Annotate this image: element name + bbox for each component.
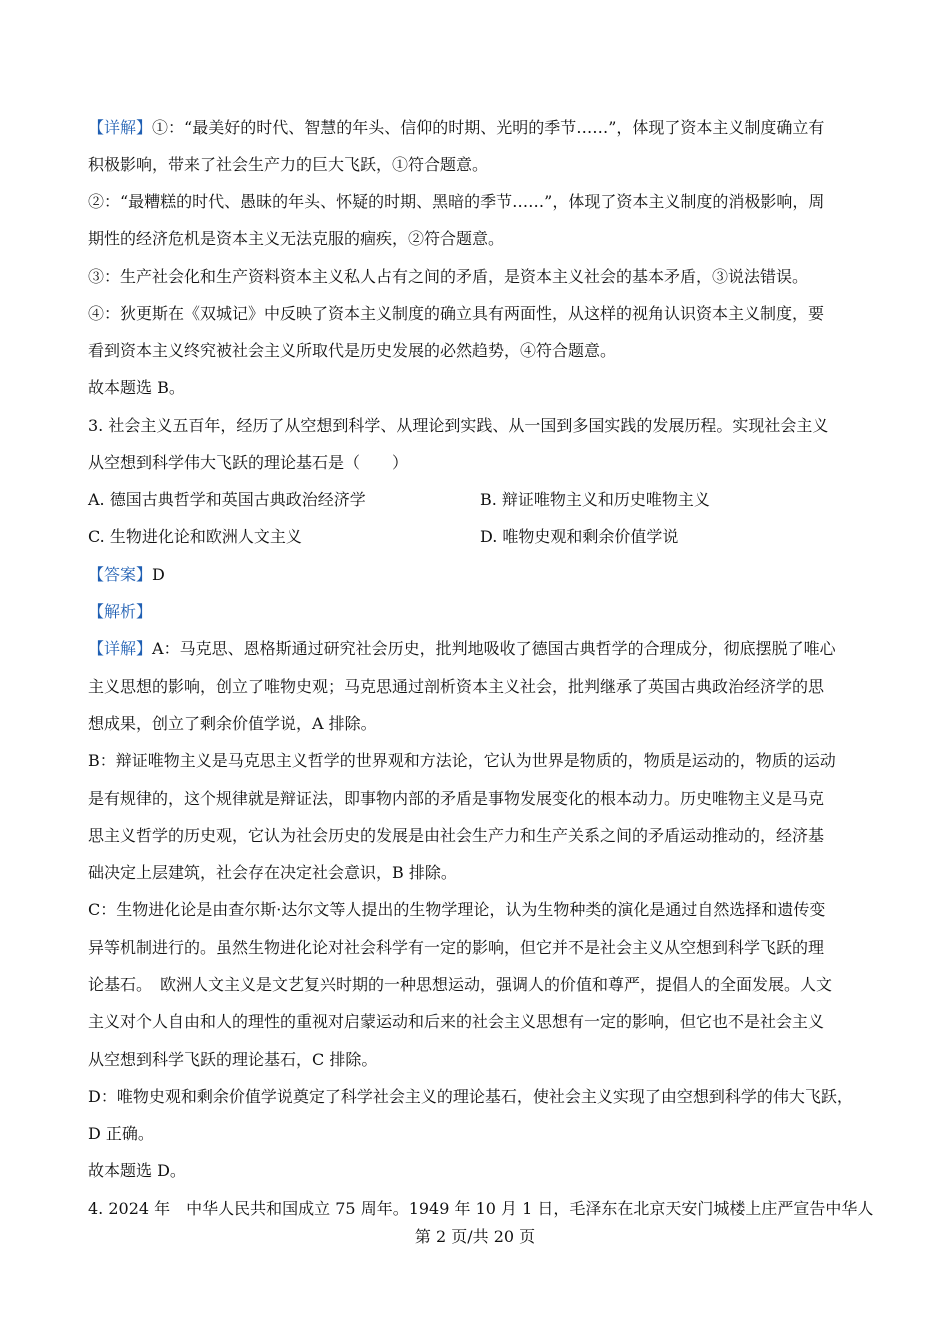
option-a: A. 德国古典哲学和英国古典政治经济学 bbox=[88, 490, 366, 509]
text-line: D：唯物史观和剩余价值学说奠定了科学社会主义的理论基石，使社会主义实现了由空想到科学的伟大飞跃， bbox=[88, 1087, 853, 1106]
page-number: 第 2 页/共 20 页 bbox=[414, 1227, 536, 1246]
answer-tag: 【答案】 bbox=[88, 565, 153, 584]
option-b: B. 辩证唯物主义和历史唯物主义 bbox=[480, 490, 710, 509]
question-stem: 从空想到科学伟大飞跃的理论基石是（ ） bbox=[88, 453, 409, 472]
text-line: 从空想到科学飞跃的理论基石，C 排除。 bbox=[88, 1050, 378, 1069]
text-line: 想成果，创立了剩余价值学说，A 排除。 bbox=[88, 714, 377, 733]
text-line: 主义对个人自由和人的理性的重视对启蒙运动和后来的社会主义思想有一定的影响，但它也不是社会主义 bbox=[88, 1012, 825, 1031]
text-line: B：辩证唯物主义是马克思主义哲学的世界观和方法论，它认为世界是物质的，物质是运动的，物质的运动 bbox=[88, 751, 836, 770]
text-line: 论基石。 欧洲人文主义是文艺复兴时期的一种思想运动，强调人的价值和尊严，提倡人的全面发展。人文 bbox=[88, 975, 833, 994]
question-stem: 4. 2024 年 中华人民共和国成立 75 周年。1949 年 10 月 1 日，毛泽东在北京天安门城楼上庄严宣告中华人 bbox=[88, 1199, 874, 1218]
text-line: 础决定上层建筑，社会存在决定社会意识，B 排除。 bbox=[88, 863, 457, 882]
text-line: C：生物进化论是由查尔斯·达尔文等人提出的生物学理论，认为生物种类的演化是通过自然选择和遗传变 bbox=[88, 900, 826, 919]
text-line: 主义思想的影响，创立了唯物史观；马克思通过剖析资本主义社会，批判继承了英国古典政治经济学的思 bbox=[88, 677, 825, 696]
text-line: 是有规律的，这个规律就是辩证法，即事物内部的矛盾是事物发展变化的根本动力。历史唯物主义是马克 bbox=[88, 789, 825, 808]
text-line: 异等机制进行的。虽然生物进化论对社会科学有一定的影响，但它并不是社会主义从空想到科学飞跃的理 bbox=[88, 938, 825, 957]
analysis-tag: 【解析】 bbox=[88, 602, 153, 621]
text-line: 故本题选 B。 bbox=[88, 378, 185, 397]
text-line: 故本题选 D。 bbox=[88, 1161, 186, 1180]
text-line: 看到资本主义终究被社会主义所取代是历史发展的必然趋势，④符合题意。 bbox=[88, 341, 617, 360]
text-line: ③：生产社会化和生产资料资本主义私人占有之间的矛盾，是资本主义社会的基本矛盾，③说法错误。 bbox=[88, 267, 809, 286]
text-line: D 正确。 bbox=[88, 1124, 154, 1143]
text-line: 【详解】①：“最美好的时代、智慧的年头、信仰的时期、光明的季节……”，体现了资本主义制度确立有 bbox=[88, 118, 825, 137]
text-line: 【详解】A：马克思、恩格斯通过研究社会历史，批判地吸收了德国古典哲学的合理成分，彻底摆脱了唯心 bbox=[88, 639, 836, 658]
option-d: D. 唯物史观和剩余价值学说 bbox=[480, 527, 679, 546]
text-line: 思主义哲学的历史观，它认为社会历史的发展是由社会生产力和生产关系之间的矛盾运动推动的，经济基 bbox=[88, 826, 825, 845]
question-stem: 3. 社会主义五百年，经历了从空想到科学、从理论到实践、从一国到多国实践的发展历程。实现社会主义 bbox=[88, 416, 829, 435]
text-line: ②：“最糟糕的时代、愚昧的年头、怀疑的时期、黑暗的季节……”，体现了资本主义制度的消极影响，周 bbox=[88, 192, 825, 211]
answer-line bbox=[88, 565, 165, 585]
detail-tag: 【详解】 bbox=[88, 639, 153, 658]
option-c: C. 生物进化论和欧洲人文主义 bbox=[88, 527, 302, 546]
answer-value: D bbox=[152, 565, 165, 584]
text-line: 积极影响，带来了社会生产力的巨大飞跃，①符合题意。 bbox=[88, 155, 489, 174]
text-line: ④：狄更斯在《双城记》中反映了资本主义制度的确立具有两面性，从这样的视角认识资本主义制度，要 bbox=[88, 304, 825, 323]
text-line: 期性的经济危机是资本主义无法克服的痼疾，②符合题意。 bbox=[88, 229, 505, 248]
detail-tag: 【详解】 bbox=[88, 118, 153, 137]
